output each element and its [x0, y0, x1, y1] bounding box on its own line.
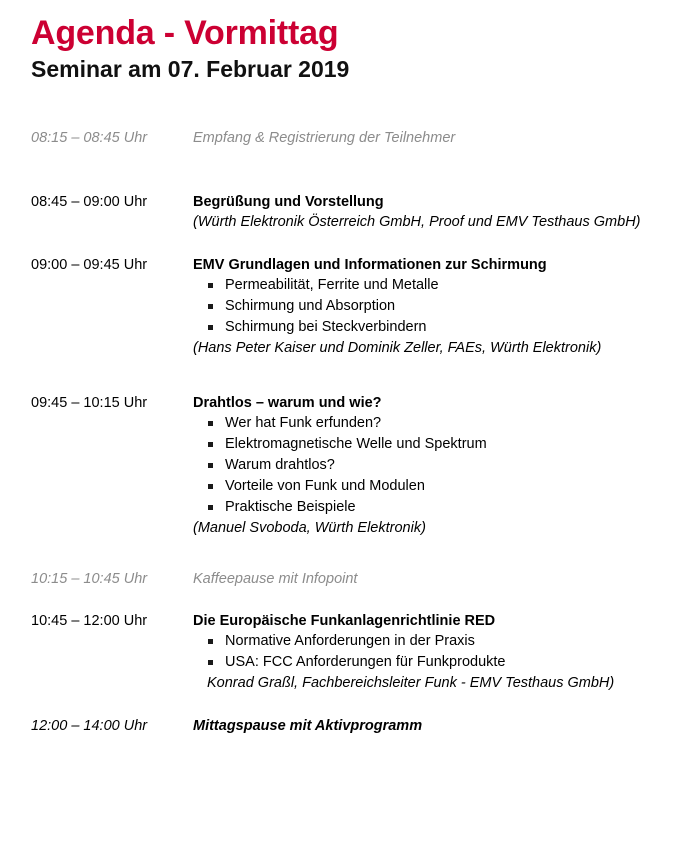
- agenda-row-bullets: [193, 631, 699, 673]
- list-item: [193, 275, 699, 296]
- agenda-row: [0, 255, 699, 359]
- list-item-label: Warum drahtlos?: [225, 457, 335, 473]
- list-item: [193, 476, 699, 497]
- agenda-row: [0, 192, 699, 233]
- agenda-row: [0, 128, 699, 148]
- list-item: [193, 652, 699, 673]
- list-item-label: USA: FCC Anforderungen für Funkprodukte: [225, 654, 506, 670]
- agenda-row-content: [193, 128, 699, 148]
- square-bullet-icon: [208, 639, 213, 644]
- agenda-row-speaker: (Manuel Svoboda, Würth Elektronik): [193, 520, 426, 536]
- list-item-label: Vorteile von Funk und Modulen: [225, 478, 425, 494]
- agenda-row-speaker: (Würth Elektronik Österreich GmbH, Proof und EMV Testhaus GmbH): [193, 214, 641, 230]
- agenda-row-time: 08:15 – 08:45 Uhr: [31, 130, 148, 146]
- agenda-row-time: 08:45 – 09:00 Uhr: [31, 194, 148, 210]
- square-bullet-icon: [208, 463, 213, 468]
- list-item-label: Permeabilität, Ferrite und Metalle: [225, 277, 439, 293]
- square-bullet-icon: [208, 304, 213, 309]
- square-bullet-icon: [208, 442, 213, 447]
- list-item: [193, 434, 699, 455]
- agenda-row: [0, 611, 699, 694]
- agenda-row-title: EMV Grundlagen und Informationen zur Schirmung: [193, 257, 547, 273]
- agenda-row-content: [193, 192, 699, 233]
- agenda-row-content: [193, 716, 699, 736]
- agenda-row-content: [193, 611, 699, 694]
- agenda-row-time: 10:45 – 12:00 Uhr: [31, 613, 148, 629]
- list-item-label: Praktische Beispiele: [225, 499, 356, 515]
- agenda-row-title: Empfang & Registrierung der Teilnehmer: [193, 130, 456, 146]
- list-item: [193, 413, 699, 434]
- page-title: Agenda - Vormittag: [31, 14, 339, 52]
- list-item: [193, 455, 699, 476]
- list-item-label: Elektromagnetische Welle und Spektrum: [225, 436, 487, 452]
- agenda-row-content: [193, 393, 699, 539]
- agenda-row-time: 09:45 – 10:15 Uhr: [31, 395, 148, 411]
- agenda-row-speaker: Konrad Graßl, Fachbereichsleiter Funk - EMV Testhaus GmbH): [207, 675, 615, 691]
- list-item-label: Schirmung und Absorption: [225, 298, 396, 314]
- agenda-row-bullets: [193, 275, 699, 338]
- agenda-row-title: Die Europäische Funkanlagenrichtlinie RED: [193, 613, 496, 629]
- agenda-row: [0, 393, 699, 539]
- agenda-row-time: 12:00 – 14:00 Uhr: [31, 718, 148, 734]
- list-item: [193, 631, 699, 652]
- square-bullet-icon: [208, 484, 213, 489]
- agenda-row-bullets: [193, 413, 699, 518]
- agenda-row-time: 10:15 – 10:45 Uhr: [31, 571, 148, 587]
- agenda-row-speaker: (Hans Peter Kaiser und Dominik Zeller, FAEs, Würth Elektronik): [193, 340, 602, 356]
- agenda-row: [0, 716, 699, 736]
- agenda-row: [0, 569, 699, 589]
- agenda-row-title: Kaffeepause mit Infopoint: [193, 571, 358, 587]
- list-item-label: Normative Anforderungen in der Praxis: [225, 633, 475, 649]
- agenda-row-title: Mittagspause mit Aktivprogramm: [193, 718, 423, 734]
- slide-header: [31, 14, 671, 83]
- agenda-row-content: [193, 255, 699, 359]
- square-bullet-icon: [208, 283, 213, 288]
- agenda-row-title: Drahtlos – warum und wie?: [193, 395, 382, 411]
- square-bullet-icon: [208, 421, 213, 426]
- agenda-row-title: Begrüßung und Vorstellung: [193, 194, 384, 210]
- list-item: [193, 317, 699, 338]
- list-item-label: Wer hat Funk erfunden?: [225, 415, 382, 431]
- page-subtitle: Seminar am 07. Februar 2019: [31, 56, 350, 83]
- agenda-row-time: 09:00 – 09:45 Uhr: [31, 257, 148, 273]
- list-item: [193, 296, 699, 317]
- agenda-row-content: [193, 569, 699, 589]
- square-bullet-icon: [208, 325, 213, 330]
- list-item-label: Schirmung bei Steckverbindern: [225, 319, 427, 335]
- square-bullet-icon: [208, 660, 213, 665]
- agenda-list: [0, 128, 699, 736]
- square-bullet-icon: [208, 505, 213, 510]
- list-item: [193, 497, 699, 518]
